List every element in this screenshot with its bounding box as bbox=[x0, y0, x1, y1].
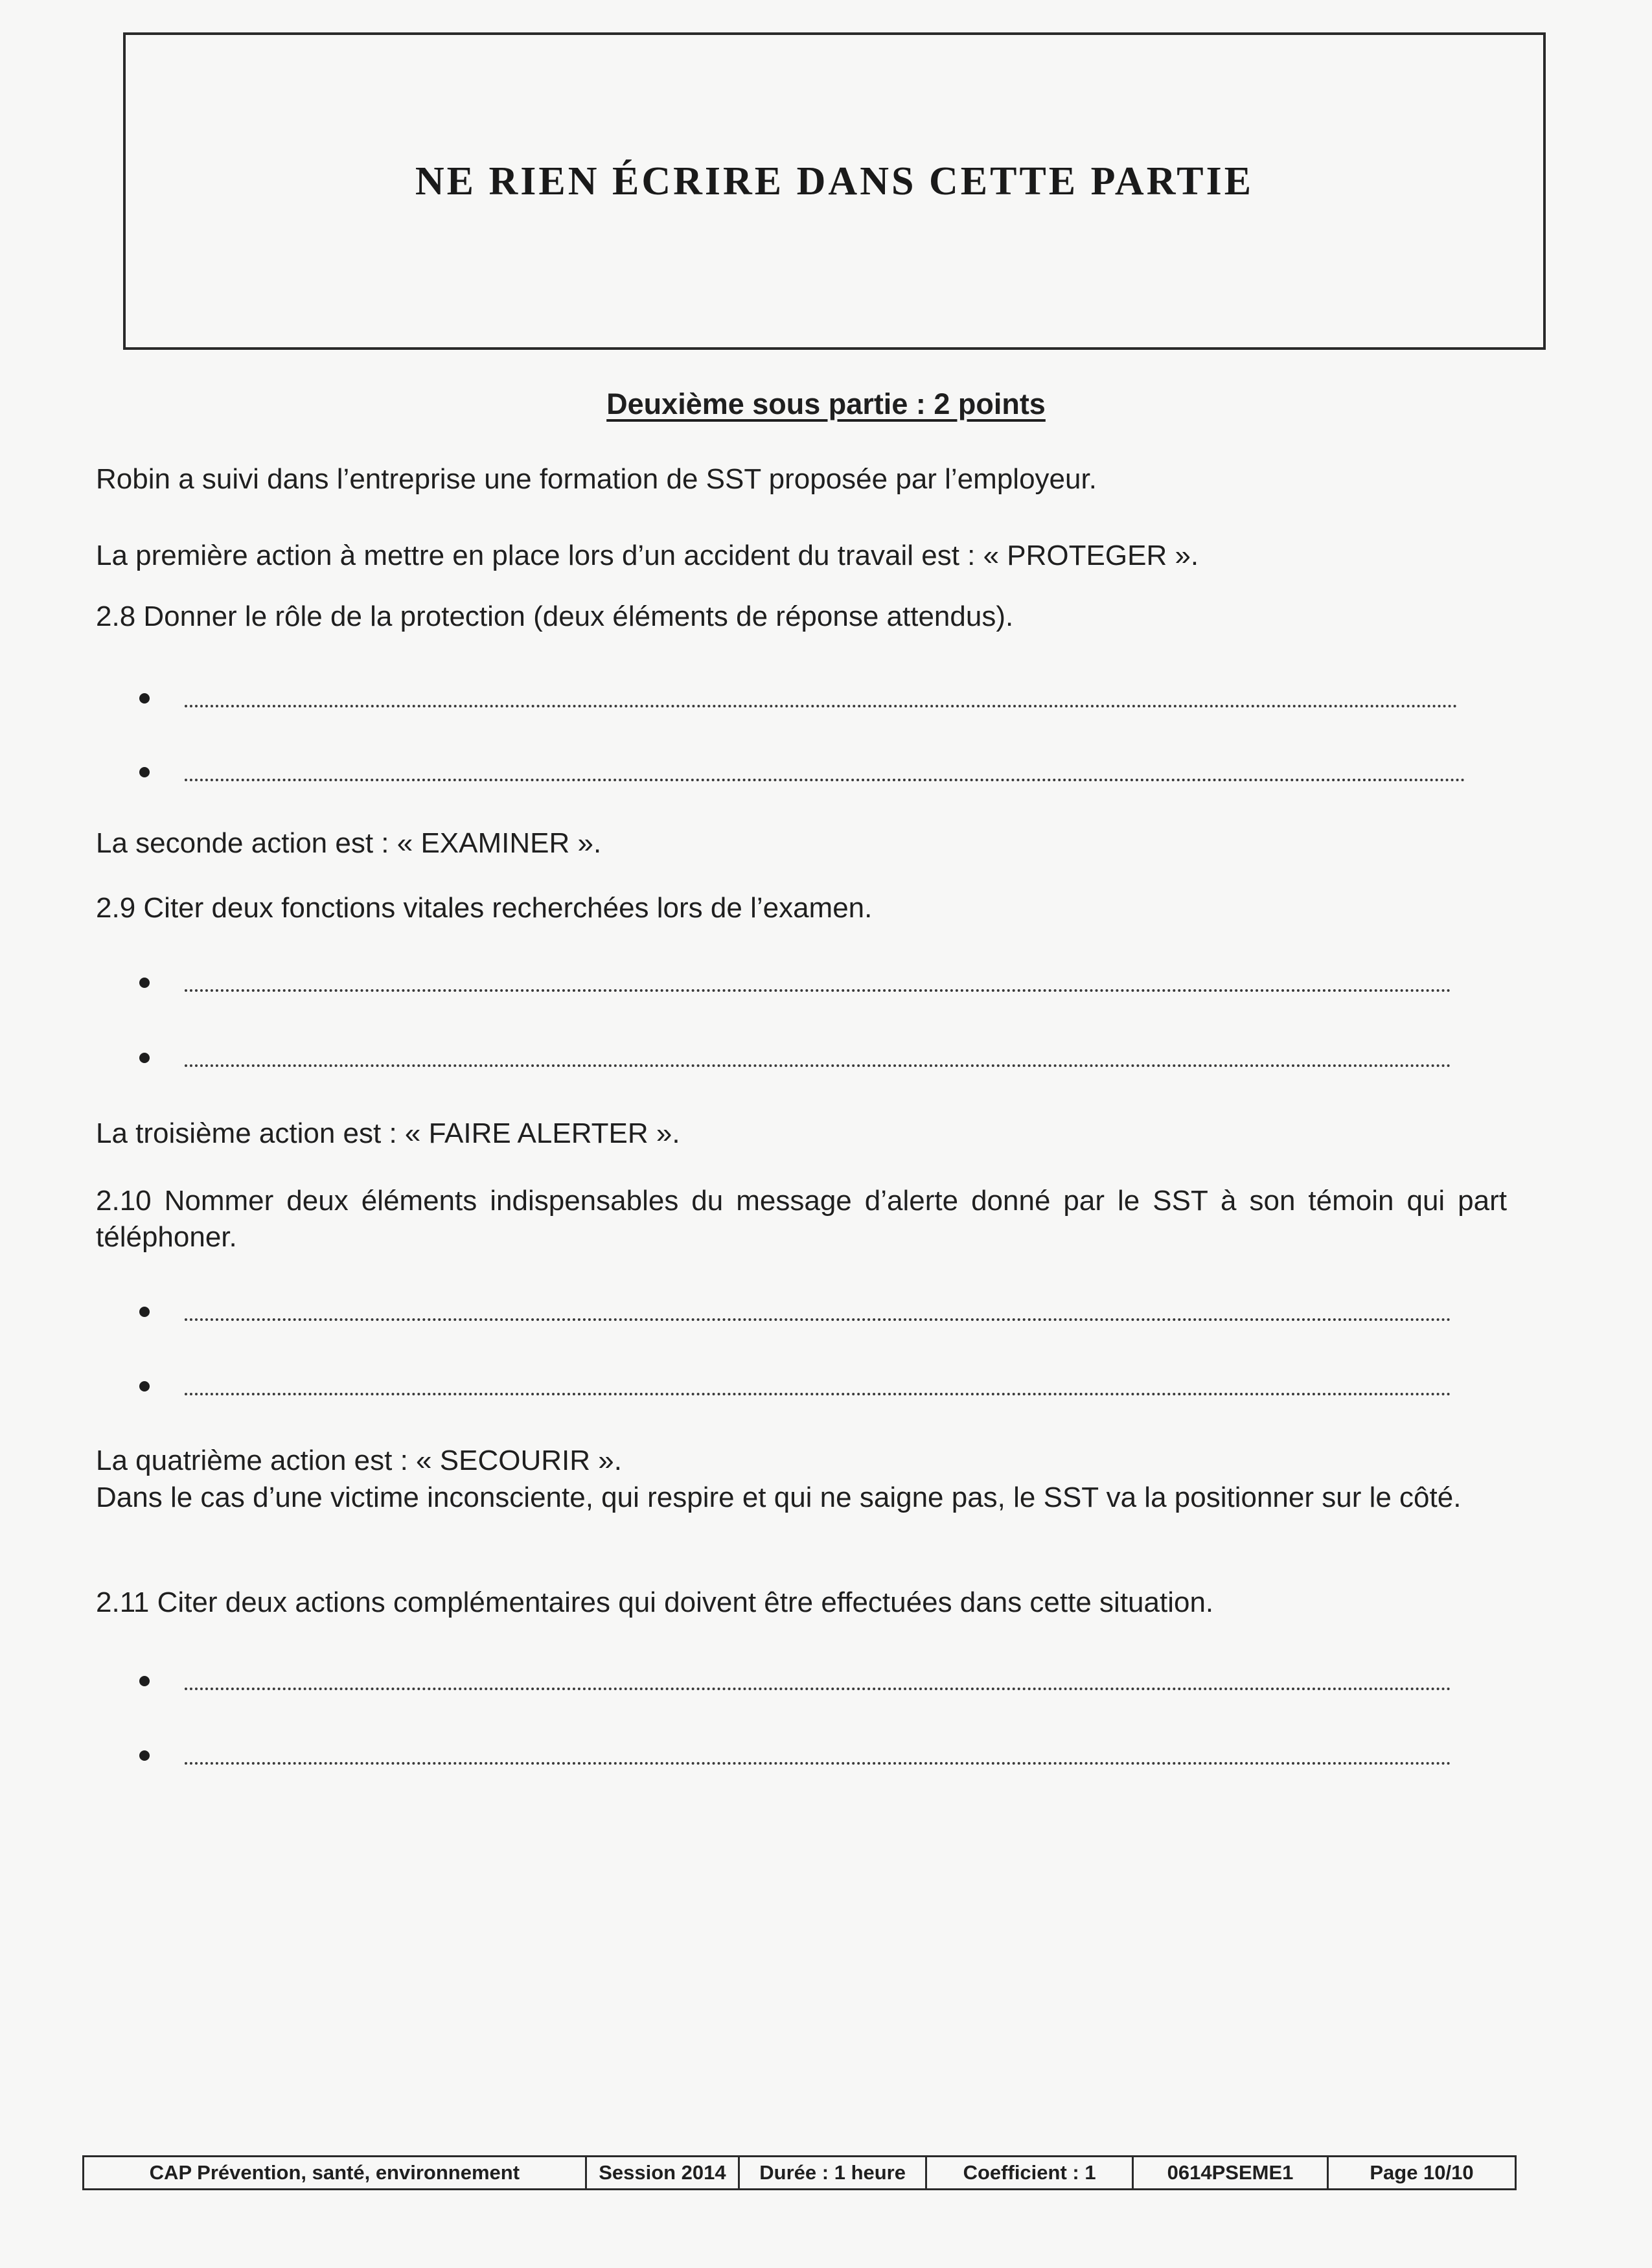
intro-sentence: Robin a suivi dans l’entreprise une formation de SST proposée par l’employeur. bbox=[96, 463, 1097, 495]
footer-duration: Durée : 1 heure bbox=[740, 2157, 927, 2188]
dotted-answer-line bbox=[185, 989, 1451, 992]
question-2-8: 2.8 Donner le rôle de la protection (deux éléments de réponse attendus). bbox=[96, 601, 1014, 632]
question-2-10: 2.10 Nommer deux éléments indispensables du message d’alerte donné par le SST à son témoin qui part téléphoner. bbox=[96, 1185, 1507, 1253]
footer-page-number: Page 10/10 bbox=[1370, 2161, 1474, 2184]
answer-line-2-9-b[interactable] bbox=[139, 1045, 1451, 1071]
banner-text: NE RIEN ÉCRIRE DANS CETTE PARTIE bbox=[415, 159, 1254, 203]
dotted-answer-line bbox=[185, 1318, 1451, 1321]
answer-line-2-11-b[interactable] bbox=[139, 1743, 1451, 1769]
footer-exam-title: CAP Prévention, santé, environnement bbox=[84, 2157, 587, 2188]
question-2-11: 2.11 Citer deux actions complémentaires qui doivent être effectuées dans cette situation. bbox=[96, 1586, 1214, 1618]
bullet-icon bbox=[139, 1750, 150, 1761]
dotted-answer-line bbox=[185, 1393, 1451, 1395]
bullet-icon bbox=[139, 1307, 150, 1317]
bullet-icon bbox=[139, 978, 150, 988]
answer-line-2-10-a[interactable] bbox=[139, 1299, 1451, 1325]
answer-line-2-8-a[interactable] bbox=[139, 685, 1458, 711]
answer-line-2-8-b[interactable] bbox=[139, 759, 1465, 785]
answer-line-2-11-a[interactable] bbox=[139, 1668, 1451, 1694]
third-action-sentence: La troisième action est : « FAIRE ALERTER ». bbox=[96, 1117, 680, 1149]
bullet-icon bbox=[139, 693, 150, 704]
bullet-icon bbox=[139, 767, 150, 777]
exam-footer bbox=[82, 2155, 1517, 2190]
bullet-icon bbox=[139, 1381, 150, 1392]
answer-line-2-9-a[interactable] bbox=[139, 970, 1451, 996]
question-2-9: 2.9 Citer deux fonctions vitales recherchées lors de l’examen. bbox=[96, 892, 873, 924]
section-title: Deuxième sous partie : 2 points bbox=[606, 387, 1046, 420]
dotted-answer-line bbox=[185, 1762, 1451, 1765]
answer-line-2-10-b[interactable] bbox=[139, 1373, 1451, 1399]
bullet-icon bbox=[139, 1053, 150, 1063]
dotted-answer-line bbox=[185, 705, 1458, 707]
fourth-action-sentence: La quatrième action est : « SECOURIR ». bbox=[96, 1445, 622, 1476]
dotted-answer-line bbox=[185, 1688, 1451, 1690]
footer-session: Session 2014 bbox=[587, 2157, 740, 2188]
dotted-answer-line bbox=[185, 1064, 1451, 1067]
fourth-action-detail: Dans le cas d’une victime inconsciente, qui respire et qui ne saigne pas, le SST va la positionner sur le côté. bbox=[96, 1482, 1462, 1513]
first-action-sentence: La première action à mettre en place lors d’un accident du travail est : « PROTEGER ». bbox=[96, 540, 1199, 571]
second-action-sentence: La seconde action est : « EXAMINER ». bbox=[96, 827, 602, 859]
footer-subject-code: 0614PSEME1 bbox=[1134, 2157, 1329, 2188]
bullet-icon bbox=[139, 1676, 150, 1686]
dotted-answer-line bbox=[185, 779, 1465, 781]
do-not-write-box bbox=[123, 32, 1546, 350]
footer-coefficient: Coefficient : 1 bbox=[927, 2157, 1134, 2188]
